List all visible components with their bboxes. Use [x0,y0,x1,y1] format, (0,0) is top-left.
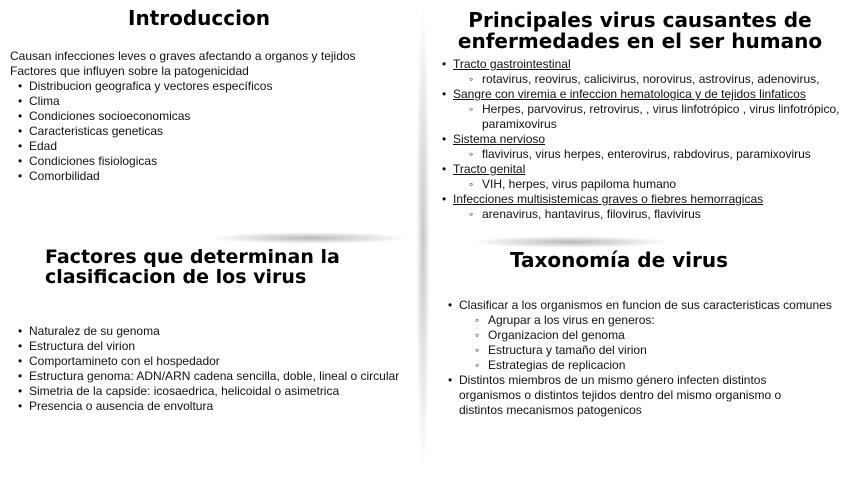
vertical-divider-shadow [416,0,430,477]
list-item: • Estructura del virion [10,339,410,354]
taxonomy-list [434,298,846,418]
category-label: Sistema nervioso [453,132,546,146]
list-item: • Edad [10,139,410,154]
category-label: Infecciones multisistemicas graves o fiebres hemorragicas [453,192,764,206]
intro-line-1: Causan infecciones leves o graves afectando a organos y tejidos [10,49,356,63]
category-label: Tracto gastrointestinal [453,57,571,71]
category-detail: ◦ Herpes, parvovirus, retrovirus, , virus linfotrópico , virus linfotrópico, paramixovirus [453,102,846,132]
list-item [434,162,846,192]
list-item: • Condiciones socioeconomicas [10,109,410,124]
category-detail: ◦ flavivirus, virus herpes, enterovirus, rabdovirus, paramixovirus [453,147,846,162]
factors-title: Factores que determinan la clasificacion de los virus [45,246,340,288]
list-item: • Comorbilidad [10,169,410,184]
horizontal-divider-shadow-left [210,232,410,244]
category-detail: ◦ VIH, herpes, virus papiloma humano [453,177,846,192]
sub-list-item: ◦ Estrategias de replicacion [459,358,846,373]
intro-title: Introduccion [128,6,270,30]
factors-list [0,324,410,414]
list-item: • Presencia o ausencia de envoltura [10,399,410,414]
list-item: • Distribucion geografica y vectores específicos [10,79,410,94]
category-detail: ◦ arenavirus, hantavirus, filovirus, flavivirus [453,207,846,222]
sub-list-item: ◦ Agrupar a los virus en generos: [459,313,846,328]
list-item: • Clima [10,94,410,109]
taxonomy-title: Taxonomía de virus [509,248,729,272]
horizontal-divider-shadow-right [470,236,670,248]
intro-panel [0,8,410,184]
taxonomy-panel [434,250,846,418]
list-item [434,132,846,162]
viruses-list [434,57,846,222]
list-item: • Comportamineto con el hospedador [10,354,410,369]
list-item: • Simetria de la capside: icosaedrica, helicoidal o asimetrica [10,384,410,399]
list-item: • Naturalez de su genoma [10,324,410,339]
list-item [434,192,846,222]
list-item [434,87,846,132]
intro-list [10,79,410,184]
sub-list-item: ◦ Estructura y tamaño del virion [459,343,846,358]
category-detail: ◦ rotavirus, reovirus, calicivirus, norovirus, astrovirus, adenovirus, [453,72,846,87]
list-item: • Distintos miembros de un mismo género infecten distintos organismos o distintos tejidos dentro del mismo organismo o distintos mecanismos patogenicos [440,373,846,418]
category-label: Sangre con viremia e infeccion hematologica y de tejidos linfaticos [453,87,806,101]
factors-panel [0,248,410,414]
taxonomy-sublist [459,313,846,373]
category-label: Tracto genital [453,162,526,176]
viruses-title: Principales virus causantes de enfermedades en el ser humano [457,8,823,53]
list-item [434,57,846,87]
sub-list-item: ◦ Organizacion del genoma [459,328,846,343]
list-item: • Condiciones fisiologicas [10,154,410,169]
intro-line-2: Factores que influyen sobre la patogenicidad [10,64,249,78]
list-item: • Caracteristicas geneticas [10,124,410,139]
list-item: • Estructura genoma: ADN/ARN cadena sencilla, doble, lineal o circular [10,369,410,384]
viruses-panel [434,10,846,222]
list-item: • Clasificar a los organismos en funcion de sus caracteristicas comunes ◦ Agrupar a los virus en generos: ◦ Organizacion del genoma ◦ Estructura y tamaño del virion ◦ Estrategias de replicacion [440,298,846,373]
